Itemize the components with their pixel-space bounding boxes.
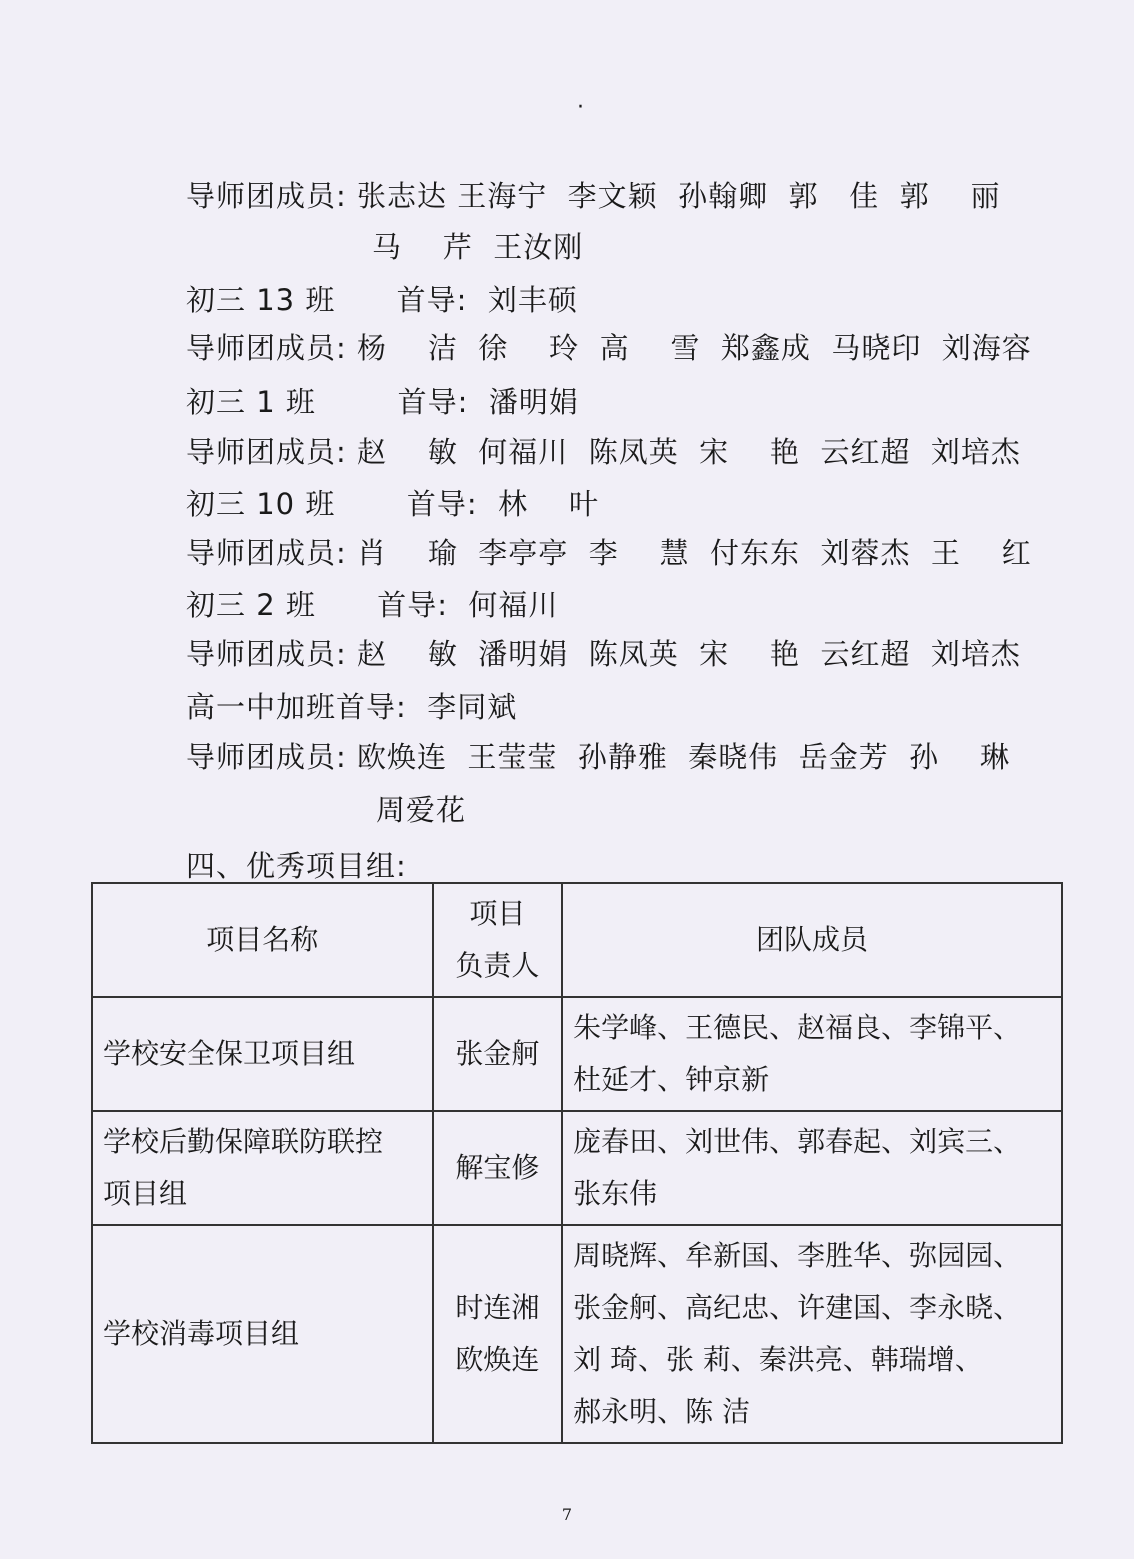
project-members <box>562 1111 1062 1225</box>
mentor-line-cont: 周爱花 <box>376 793 467 827</box>
project-name <box>92 997 433 1111</box>
project-leader <box>433 1225 563 1443</box>
mentor-line: 导师团成员: 赵 敏 潘明娟 陈凤英 宋 艳 云红超 刘培杰 <box>186 637 1021 671</box>
section-heading: 四、优秀项目组: <box>186 849 407 883</box>
leader-line: 欧焕连 <box>455 1343 540 1376</box>
project-name-line: 学校后勤保障联防联控 <box>103 1125 384 1158</box>
mentor-line: 导师团成员: 杨 洁 徐 玲 高 雪 郑鑫成 马晓印 刘海容 <box>186 331 1032 365</box>
project-leader: 张金舸 <box>433 997 563 1111</box>
table-row <box>92 1225 1062 1443</box>
project-name-line: 学校消毒项目组 <box>103 1317 300 1350</box>
header-members: 团队成员 <box>562 883 1062 997</box>
members-line: 朱学峰、王德民、赵福良、李锦平、 <box>573 1011 1022 1044</box>
class-line: 初三 2 班 首导: 何福川 <box>186 588 559 622</box>
class-line: 初三 1 班 首导: 潘明娟 <box>186 385 579 419</box>
members-line: 庞春田、刘世伟、郭春起、刘宾三、 <box>573 1125 1022 1158</box>
mentor-line: 导师团成员: 张志达 王海宁 李文颖 孙翰卿 郭 佳 郭 丽 <box>186 179 1001 213</box>
leader-line: 时连湘 <box>455 1291 540 1324</box>
table-row <box>92 1111 1062 1225</box>
members-line: 郝永明、陈 洁 <box>573 1395 751 1428</box>
class-line: 初三 10 班 首导: 林 叶 <box>186 487 599 521</box>
project-name-line: 项目组 <box>103 1177 188 1210</box>
class-line: 高一中加班首导: 李同斌 <box>186 690 518 724</box>
header-leader-line2: 负责人 <box>455 949 540 982</box>
header-name: 项目名称 <box>92 883 433 997</box>
class-line: 初三 13 班 首导: 刘丰硕 <box>186 283 578 317</box>
project-name <box>92 1111 433 1225</box>
project-members <box>562 1225 1062 1443</box>
members-line: 杜延才、钟京新 <box>573 1063 770 1096</box>
members-line: 张金舸、高纪忠、许建国、李永晓、 <box>573 1291 1022 1324</box>
header-leader <box>433 883 563 997</box>
page-number: 7 <box>561 1505 573 1524</box>
project-name <box>92 1225 433 1443</box>
project-leader: 解宝修 <box>433 1111 563 1225</box>
members-line: 刘 琦、张 莉、秦洪亮、韩瑞增、 <box>573 1343 983 1376</box>
mentor-line: 导师团成员: 欧焕连 王莹莹 孙静雅 秦晓伟 岳金芳 孙 琳 <box>186 740 1011 774</box>
table-row <box>92 997 1062 1111</box>
header-leader-line1: 项目 <box>469 897 526 930</box>
decorative-dot: · <box>577 95 584 120</box>
members-line: 张东伟 <box>573 1177 658 1210</box>
members-line: 周晓辉、牟新国、李胜华、弥园园、 <box>573 1239 1022 1272</box>
table-header-row <box>92 883 1062 997</box>
project-table <box>91 882 1063 1444</box>
mentor-line: 导师团成员: 肖 瑜 李亭亭 李 慧 付东东 刘蓉杰 王 红 <box>186 536 1032 570</box>
mentor-line-cont: 马 芹 王汝刚 <box>372 230 584 264</box>
mentor-line: 导师团成员: 赵 敏 何福川 陈凤英 宋 艳 云红超 刘培杰 <box>186 435 1021 469</box>
project-name-line: 学校安全保卫项目组 <box>103 1037 356 1070</box>
project-members <box>562 997 1062 1111</box>
